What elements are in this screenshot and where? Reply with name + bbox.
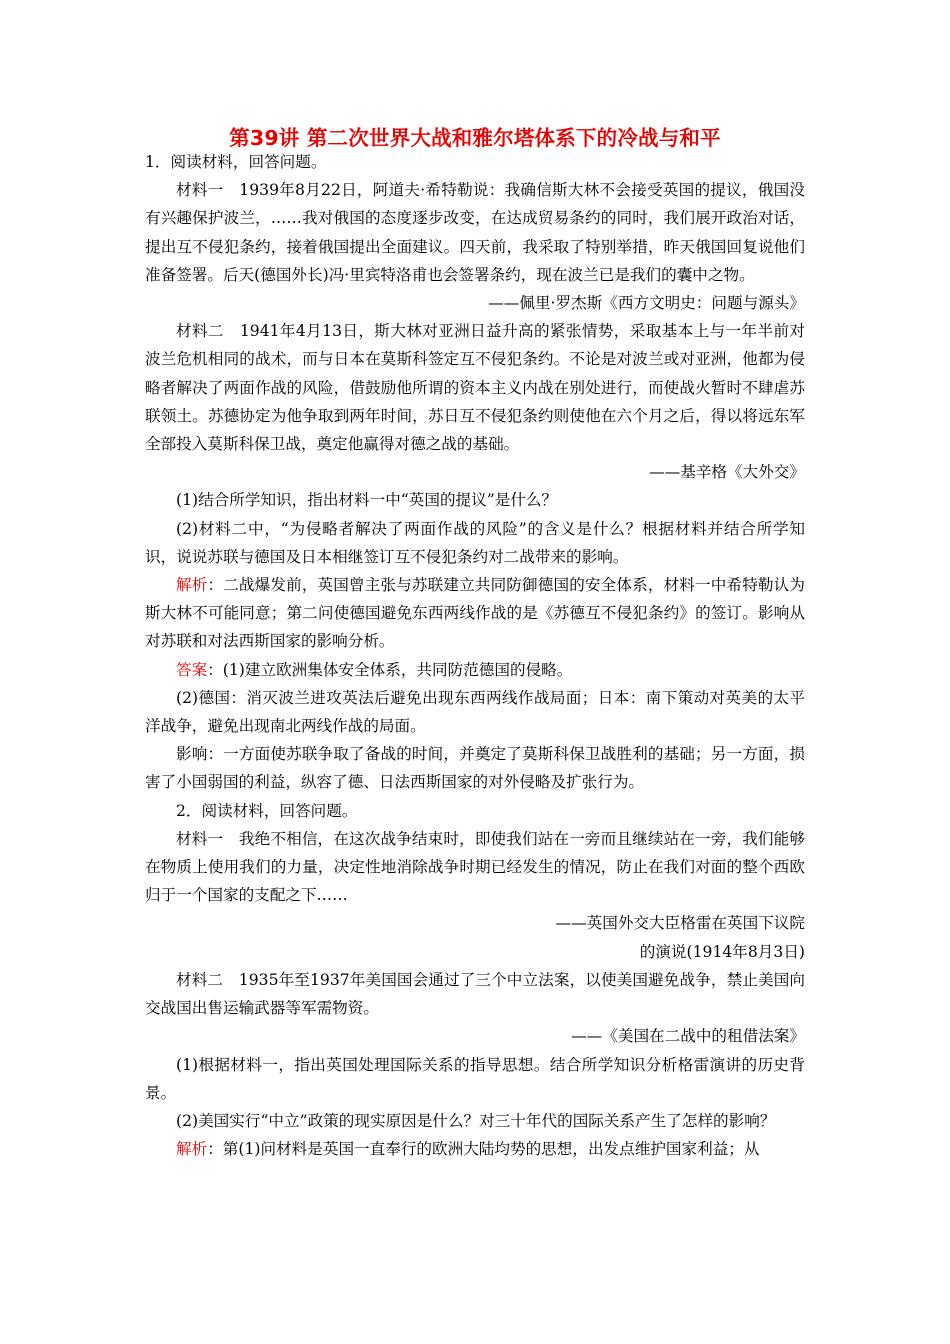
q2-material-2-source: ——《美国在二战中的租借法案》: [571, 1027, 805, 1046]
answer-label: 答案: [176, 660, 208, 679]
analysis-label: 解析: [176, 1140, 208, 1159]
q1-stem: 1．阅读材料，回答问题。: [145, 153, 327, 171]
q2-material-1-source-line-2: 的演说(1914年8月3日): [639, 942, 805, 961]
q2-material-2: 材料二 1935年至1937年美国国会通过了三个中立法案，以使美国避免战争，禁止美国向交战国出售运输武器等军需物资。: [145, 970, 805, 1018]
q1-subquestion-1: (1)结合所学知识，指出材料一中“英国的提议”是什么？: [176, 491, 558, 510]
q2-material-1-source-line-1: ——英国外交大臣格雷在英国下议院: [555, 914, 805, 933]
q1-material-1-source: ——佩里·罗杰斯《西方文明史：问题与源头》: [488, 294, 805, 313]
q1-material-2-source: ——基辛格《大外交》: [649, 463, 805, 482]
q2-analysis: [145, 1135, 805, 1163]
q1-answer-3: 影响：一方面使苏联争取了备战的时间，并奠定了莫斯科保卫战胜利的基础；另一方面，损害了小国弱国的利益，纵容了德、日法西斯国家的对外侵略及扩张行为。: [145, 745, 805, 792]
q1-subquestion-2: (2)材料二中，“为侵略者解决了两面作战的风险”的含义是什么？根据材料并结合所学知识，说说苏联与德国及日本相继签订互不侵犯条约对二战带来的影响。: [145, 519, 805, 566]
document-body: [145, 148, 805, 1163]
q1-answer-1-text: ：(1)建立欧洲集体安全体系，共同防范德国的侵略。: [207, 660, 573, 679]
q1-material-1: 材料一 1939年8月22日，阿道夫·希特勒说：我确信斯大林不会接受英国的提议，俄国没有兴趣保护波兰，……我对俄国的态度逐步改变，在达成贸易条约的同时，我们展开政治对话，提出互不侵犯条约，接着俄国提出全面建议。四天前，我采取了特别举措，昨天俄国回复说他们准备签署。后天(德国外长)冯·里宾特洛甫也会签署条约，现在波兰已是我们的囊中之物。: [145, 181, 805, 284]
q2-analysis-text: ：第(1)问材料是英国一直奉行的欧洲大陆均势的思想，出发点维护国家利益；从: [207, 1140, 760, 1159]
page-title: 第39讲 第二次世界大战和雅尔塔体系下的冷战与和平: [229, 126, 721, 150]
q1-material-2: 材料二 1941年4月13日，斯大林对亚洲日益升高的紧张情势，采取基本上与一年半前对波兰危机相同的战术，而与日本在莫斯科签定互不侵犯条约。不论是对波兰或对亚洲，他都为侵略者解决了两面作战的风险，借鼓励他所谓的资本主义内战在别处进行，而使战火暂时不肆虐苏联领土。苏德协定为他争取到两年时间，苏日互不侵犯条约则使他在六个月之后，得以将远东军全部投入莫斯科保卫战，奠定他赢得对德之战的基础。: [145, 322, 805, 454]
analysis-label: 解析: [176, 576, 208, 595]
q2-material-1: 材料一 我绝不相信，在这次战争结束时，即使我们站在一旁而且继续站在一旁，我们能够在物质上使用我们的力量，决定性地消除战争时期已经发生的情况，防止在我们对面的整个西欧归于一个国家的支配之下……: [145, 829, 805, 905]
q1-answer-1: [145, 656, 805, 684]
q1-analysis: [145, 571, 805, 656]
q1-answer-2: (2)德国：消灭波兰进攻英法后避免出现东西两线作战局面；日本：南下策动对英美的太平洋战争，避免出现南北两线作战的局面。: [145, 688, 805, 736]
q2-stem: 2．阅读材料，回答问题。: [176, 801, 358, 820]
q2-subquestion-2: (2)美国实行“中立”政策的现实原因是什么？对三十年代的国际关系产生了怎样的影响？: [176, 1111, 776, 1130]
q1-analysis-text: ：二战爆发前，英国曾主张与苏联建立共同防御德国的安全体系，材料一中希特勒认为斯大林不可能同意；第二问使德国避免东西两线作战的是《苏德互不侵犯条约》的签订。影响从对苏联和对法西斯国家的影响分析。: [145, 576, 805, 651]
q2-subquestion-1: (1)根据材料一，指出英国处理国际关系的指导思想。结合所学知识分析格雷演讲的历史背景。: [145, 1055, 805, 1102]
